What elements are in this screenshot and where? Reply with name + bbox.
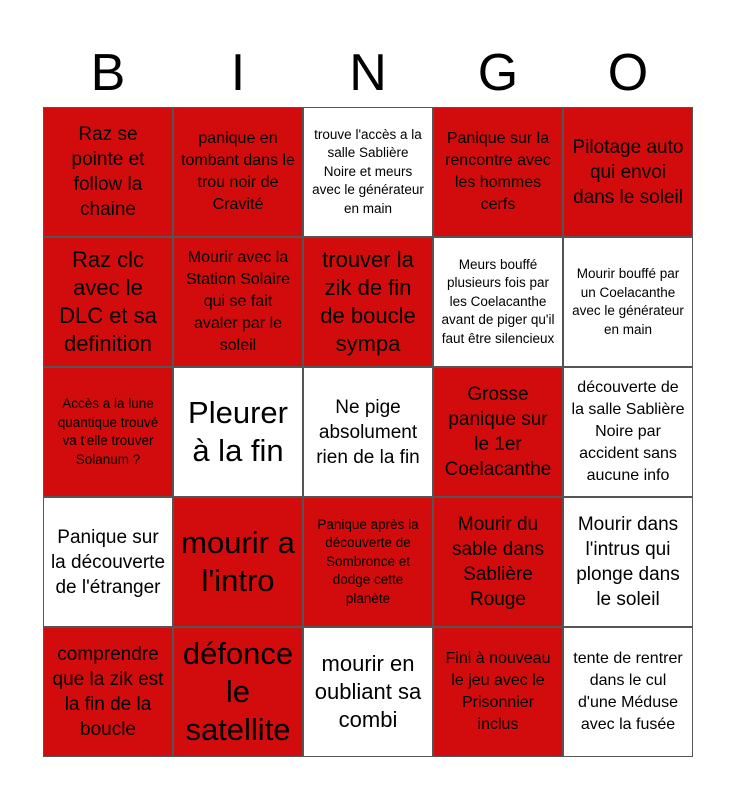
bingo-cell[interactable]	[173, 627, 303, 757]
cell-text: Mourir dans l'intrus qui plonge dans le soleil	[576, 514, 680, 610]
header-letter-b: B	[90, 44, 126, 102]
bingo-grid	[43, 107, 693, 757]
cell-text: Meurs bouffé plusieurs fois par les Coelacanthe avant de piger qu'il faut être silencieux	[441, 256, 555, 346]
bingo-cell[interactable]	[173, 237, 303, 367]
bingo-cell[interactable]	[563, 627, 693, 757]
cell-text: Panique sur la découverte de l'étranger	[50, 526, 166, 598]
bingo-cell[interactable]	[303, 107, 433, 237]
cell-text: Panique après la découverte de Sombronce et dodge cette planète	[317, 516, 419, 606]
cell-text: mourir a l'intro	[181, 525, 295, 598]
header-letter-i: I	[230, 44, 246, 102]
cell-text: comprendre que la zik est la fin de la boucle	[52, 644, 164, 740]
cell-text: panique en tombant dans le trou noir de Cravité	[181, 130, 295, 213]
cell-text: Fini à nouveau le jeu avec le Prisonnier inclus	[445, 650, 551, 733]
bingo-cell[interactable]	[43, 627, 173, 757]
cell-text: Pleurer à la fin	[188, 395, 288, 468]
bingo-cell[interactable]	[563, 107, 693, 237]
bingo-cell[interactable]	[563, 367, 693, 497]
cell-text: Panique sur la rencontre avec les hommes cerfs	[445, 130, 551, 213]
bingo-cell[interactable]	[43, 367, 173, 497]
header-letter-g: G	[477, 44, 519, 102]
bingo-cell[interactable]	[43, 107, 173, 237]
bingo-cell[interactable]	[433, 367, 563, 497]
bingo-cell[interactable]	[433, 497, 563, 627]
bingo-cell[interactable]	[303, 367, 433, 497]
bingo-cell[interactable]	[433, 107, 563, 237]
bingo-cell[interactable]	[563, 497, 693, 627]
cell-text: Raz se pointe et follow la chaine	[71, 124, 145, 220]
header-letter-o: O	[607, 44, 649, 102]
bingo-cell[interactable]	[563, 237, 693, 367]
cell-text: tente de rentrer dans le cul d'une Méduse avec la fusée	[573, 650, 683, 733]
cell-text: trouve l'accès a la salle Sablière Noire et meurs avec le générateur en main	[312, 126, 424, 216]
cell-text: Raz clc avec le DLC et sa definition	[59, 247, 157, 356]
cell-text: Grosse panique sur le 1er Coelacanthe	[444, 384, 552, 480]
bingo-cell[interactable]	[433, 627, 563, 757]
bingo-cell[interactable]	[303, 237, 433, 367]
bingo-header	[43, 40, 693, 106]
cell-text: Ne pige absolument rien de la fin	[316, 396, 420, 468]
bingo-cell[interactable]	[173, 107, 303, 237]
cell-text: découverte de la salle Sablière Noire par accident sans aucune info	[571, 379, 685, 484]
cell-text: Mourir bouffé par un Coelacanthe avec le générateur en main	[572, 266, 684, 337]
cell-text: Accès a la lune quantique trouvé va t'elle trouver Solanum ?	[57, 396, 159, 467]
bingo-cell[interactable]	[173, 497, 303, 627]
cell-text: Pilotage auto qui envoi dans le soleil	[572, 136, 684, 208]
header-letter-n: N	[349, 44, 387, 102]
cell-text: défonce le satellite	[182, 636, 294, 747]
bingo-cell[interactable]	[433, 237, 563, 367]
cell-text: mourir en oubliant sa combi	[314, 651, 422, 732]
bingo-cell[interactable]	[43, 237, 173, 367]
cell-text: trouver la zik de fin de boucle sympa	[320, 247, 416, 356]
bingo-cell[interactable]	[43, 497, 173, 627]
bingo-cell[interactable]	[303, 627, 433, 757]
bingo-cell[interactable]	[173, 367, 303, 497]
cell-text: Mourir du sable dans Sablière Rouge	[452, 514, 544, 610]
bingo-cell[interactable]	[303, 497, 433, 627]
cell-text: Mourir avec la Station Solaire qui se fait avaler par le soleil	[185, 249, 291, 354]
